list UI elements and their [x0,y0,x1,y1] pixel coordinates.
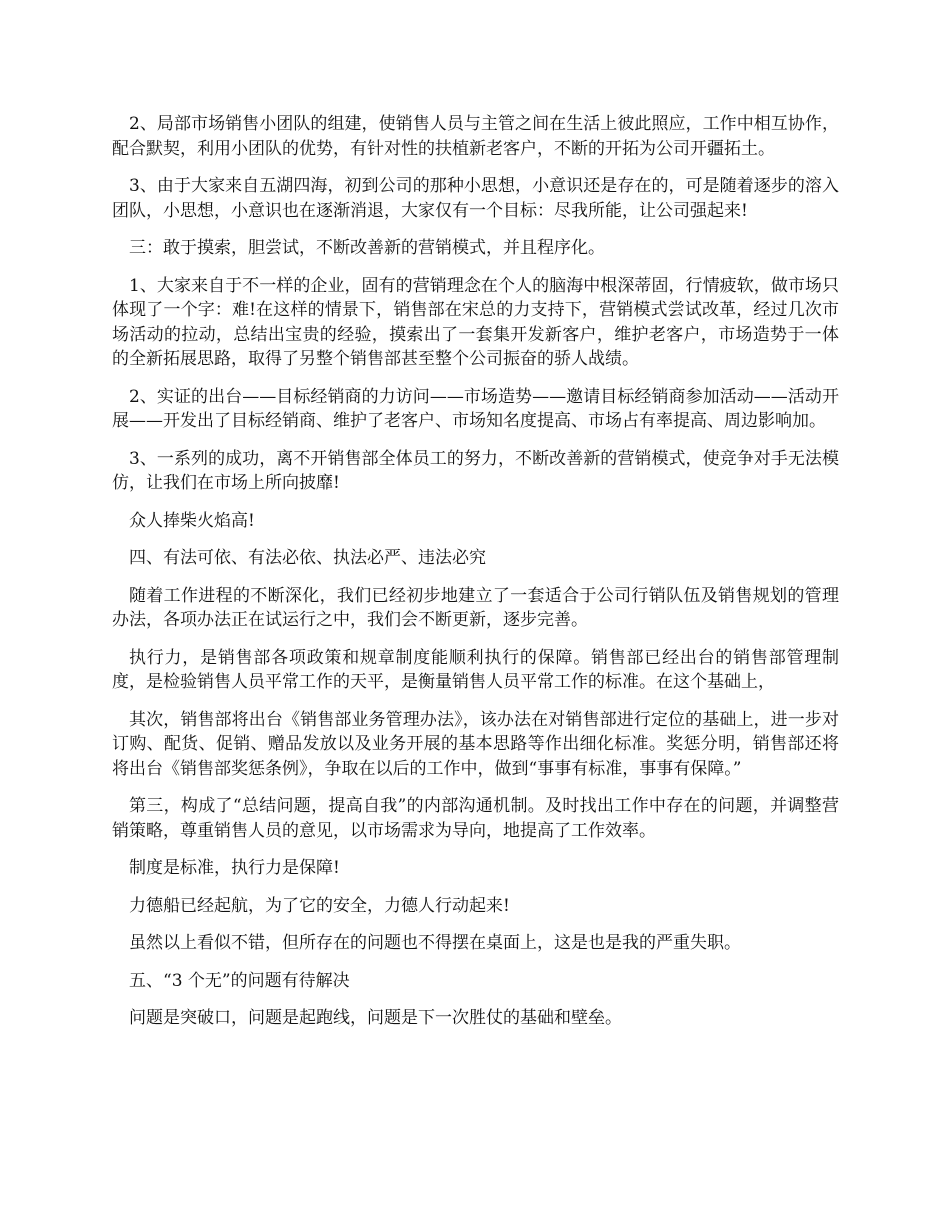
paragraph: 力德船已经起航，为了它的安全，力德人行动起来! [129,895,510,916]
paragraph: 3、由于大家来自五湖四海，初到公司的那种小思想，小意识还是存在的，可是随着逐步的溶入团队，小思想，小意识也在逐渐消退，大家仅有一个目标：尽我所能，让公司强起来! [112,176,839,221]
paragraph: 众人捧柴火焰高! [129,510,255,531]
paragraph: 执行力，是销售部各项政策和规章制度能顺利执行的保障。销售部已经出台的销售部管理制度，是检验销售人员平常工作的天平，是衡量销售人员平常工作的标准。在这个基础上， [112,647,839,692]
paragraph: 其次，销售部将出台《销售部业务管理办法》，该办法在对销售部进行定位的基础上，进一步对订购、配货、促销、赠品发放以及业务开展的基本思路等作出细化标准。奖惩分明，销售部还将将出台《销售部奖惩条例》，争取在以后的工作中，做到“事事有标准，事事有保障。” [112,709,839,779]
paragraph: 问题是突破口，问题是起跑线，问题是下一次胜仗的基础和壁垒。 [129,1008,622,1028]
paragraph: 制度是标准，执行力是保障! [129,858,340,878]
paragraph: 2、实证的出台——目标经销商的力访问——市场造势——邀请目标经销商参加活动——活动开展——开发出了目标经销商、维护了老客户、市场知名度提高、市场占有率提高、周边影响加。 [112,386,839,431]
document-page [112,112,839,1044]
paragraph: 随着工作进程的不断深化，我们已经初步地建立了一套适合于公司行销队伍及销售规划的管理办法，各项办法正在试运行之中，我们会不断更新，逐步完善。 [112,585,839,630]
paragraph: 3、一系列的成功，离不开销售部全体员工的努力，不断改善新的营销模式，使竞争对手无法模仿，让我们在市场上所向披靡! [112,448,839,493]
section-heading: 四、有法可依、有法必依、执法必严、违法必究 [129,548,486,568]
section-heading: 三：敢于摸索，胆尝试，不断改善新的营销模式，并且程序化。 [129,238,605,258]
paragraph: 2、局部市场销售小团队的组建，使销售人员与主管之间在生活上彼此照应，工作中相互协作，配合默契，利用小团队的优势，有针对性的扶植新老客户，不断的开拓为公司开疆拓土。 [112,114,839,159]
paragraph: 虽然以上看似不错，但所存在的问题也不得摆在桌面上，这是也是我的严重失职。 [129,933,741,953]
section-heading: 五、“3 个无”的问题有待解决 [129,970,350,991]
paragraph: 第三，构成了“总结问题，提高自我”的内部沟通机制。及时找出工作中存在的问题，并调整营销策略，尊重销售人员的意见，以市场需求为导向，地提高了工作效率。 [112,796,839,841]
paragraph: 1、大家来自于不一样的企业，固有的营销理念在个人的脑海中根深蒂固，行情疲软，做市场只体现了一个字：难!在这样的情景下，销售部在宋总的力支持下，营销模式尝试改革，经过几次市场活动的拉动，总结出宝贵的经验，摸索出了一套集开发新客户，维护老客户，市场造势于一体的全新拓展思路，取得了另整个销售部甚至整个公司振奋的骄人战绩。 [112,275,839,369]
